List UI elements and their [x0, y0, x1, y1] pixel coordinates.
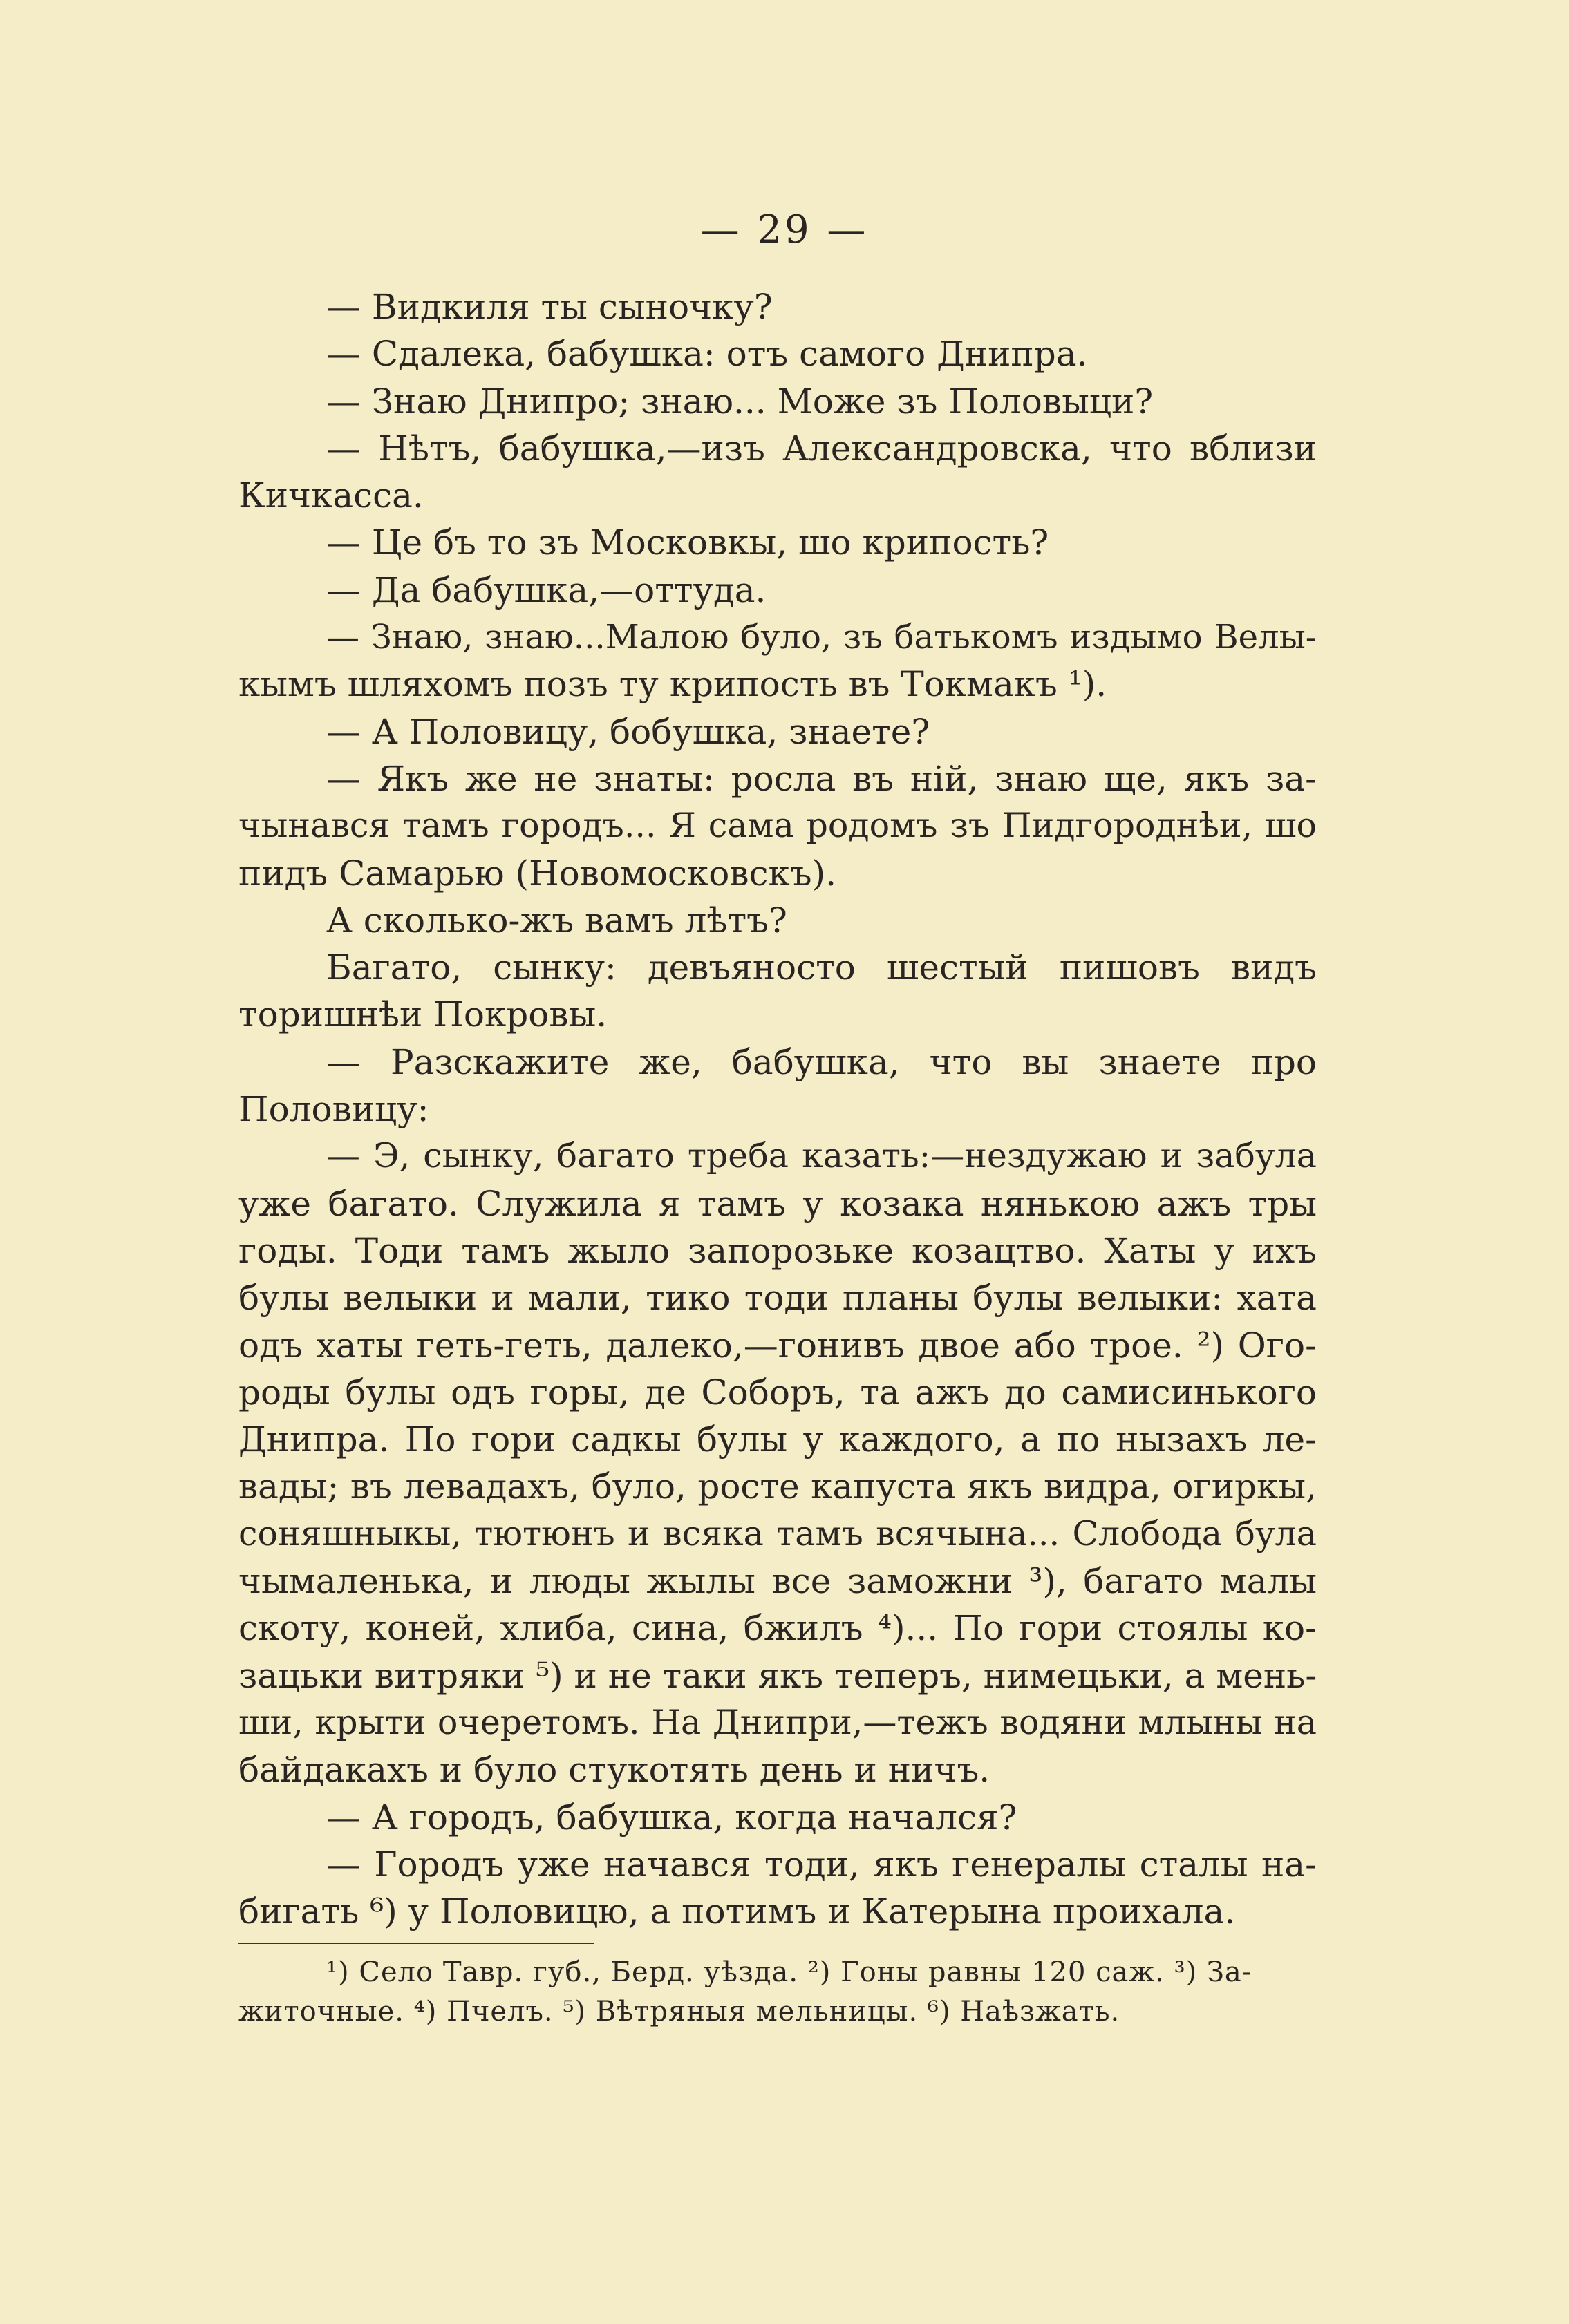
text-line: Половицу:: [238, 1089, 429, 1130]
footnote-divider: [238, 1943, 594, 1944]
body-text: [238, 283, 1317, 1935]
text-line: — Знаю, знаю...Малою було, зъ батькомъ издымо Велы-: [326, 618, 1317, 657]
text-line: — А Половицу, бобушка, знаете?: [326, 711, 930, 752]
text-line: пидъ Самарью (Новомосковскъ).: [238, 853, 836, 894]
text-line: — Нѣтъ, бабушка,—изъ Александровска, что вблизи: [326, 428, 1317, 469]
text-line: бигать ⁶) у Половицю, а потимъ и Катерына проихала.: [238, 1891, 1236, 1932]
text-line: — Разскажите же, бабушка, что вы знаете про: [326, 1041, 1317, 1082]
text-line: — Це бъ то зъ Московкы, шо крипость?: [326, 522, 1049, 563]
text-line: — Видкиля ты сыночку?: [326, 287, 773, 327]
footnotes: [238, 1953, 1317, 2032]
text-line: годы. Тоди тамъ жыло запорозьке козацтво. Хаты у ихъ: [238, 1230, 1317, 1271]
text-line: одъ хаты геть-геть, далеко,—гонивъ двое або трое. ²) Ого-: [238, 1325, 1317, 1366]
page-number: — 29 —: [700, 207, 869, 252]
text-line: чымаленька, и люды жылы все заможни ³), багато малы: [238, 1561, 1317, 1602]
text-line: чынався тамъ городъ... Я сама родомъ зъ Пидгороднѣи, шо: [238, 806, 1317, 846]
text-line: — Э, сынку, багато треба казать:—нездужаю и забула: [326, 1136, 1317, 1176]
footnote-line: житочные. ⁴) Пчелъ. ⁵) Вѣтряныя мельницы. ⁶) Наѣзжать.: [238, 1996, 1120, 2028]
text-line: — Да бабушка,—оттуда.: [326, 569, 767, 610]
text-line: торишнѣи Покровы.: [238, 994, 608, 1035]
text-line: — А городъ, бабушка, когда начался?: [326, 1797, 1017, 1838]
text-line: кымъ шляхомъ позъ ту крипость въ Токмакъ ¹).: [238, 664, 1107, 705]
text-line: — Сдалека, бабушка: отъ самого Днипра.: [326, 334, 1088, 375]
text-line: уже багато. Служила я тамъ у козака нянькою ажъ тры: [238, 1183, 1317, 1224]
text-line: булы велыки и мали, тико тоди планы булы велыки: хата: [238, 1278, 1317, 1319]
text-line: — Городъ уже начався тоди, якъ генералы сталы на-: [326, 1844, 1317, 1884]
text-line: Днипра. По гори садкы булы у каждого, а по нызахъ ле-: [238, 1419, 1317, 1460]
footnote-line: ¹) Село Тавр. губ., Берд. уѣзда. ²) Гоны равны 120 саж. ³) За-: [326, 1956, 1252, 1988]
text-line: А сколько-жъ вамъ лѣтъ?: [326, 900, 787, 941]
text-line: роды булы одъ горы, де Соборъ, та ажъ до самисинького: [238, 1372, 1317, 1413]
text-line: вады; въ левадахъ, було, росте капуста якъ видра, огиркы,: [238, 1466, 1317, 1507]
text-line: Багато, сынку: девъяносто шестый пишовъ видъ: [326, 947, 1317, 988]
text-line: — Якъ же не знаты: росла въ нiй, знаю ще, якъ за-: [326, 758, 1317, 799]
text-line: — Знаю Днипро; знаю... Може зъ Половыци?: [326, 381, 1154, 422]
text-line: Кичкасса.: [238, 475, 424, 516]
text-line: ши, крыти очеретомъ. На Днипри,—тежъ водяни млыны на: [238, 1702, 1317, 1742]
text-line: зацьки витряки ⁵) и не таки якъ теперъ, нимецьки, а мень-: [238, 1655, 1317, 1696]
text-line: скоту, коней, хлиба, сина, бжилъ ⁴)... По гори стоялы ко-: [238, 1608, 1317, 1649]
text-line: байдакахъ и було стукотять день и ничъ.: [238, 1750, 990, 1791]
text-line: соняшныкы, тютюнъ и всяка тамъ всячына... Слобода була: [238, 1513, 1317, 1553]
